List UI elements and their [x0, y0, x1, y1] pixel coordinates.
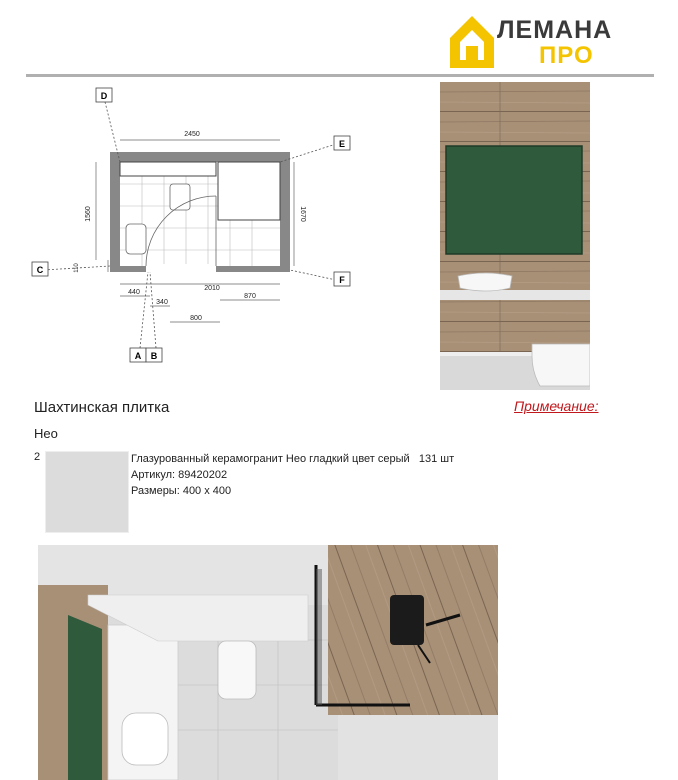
floor-plan	[26, 84, 366, 374]
render-black-basin	[390, 595, 424, 645]
tile-swatch	[45, 451, 129, 533]
tile-item-article: Артикул: 89420202	[131, 469, 228, 481]
tile-item-index: 2	[34, 451, 41, 463]
header-divider	[26, 74, 654, 77]
marker-d: D	[100, 91, 108, 101]
dim-left-offset: 440	[128, 289, 140, 296]
brand-name-line1: ЛЕМАНА	[497, 16, 613, 44]
dim-door-width: 800	[190, 315, 202, 322]
dim-height-left: 1560	[85, 206, 92, 222]
tile-item-description	[131, 451, 454, 499]
plan-shower	[218, 162, 280, 220]
plan-cabinet	[120, 162, 216, 176]
dim-door-offset: 340	[156, 299, 168, 306]
render-sink	[122, 713, 168, 765]
dim-small-left: 110	[74, 263, 80, 273]
marker-e: E	[338, 139, 346, 149]
room-render	[38, 545, 498, 780]
render-countertop	[440, 290, 590, 300]
tile-item-name: Глазурованный керамогранит Нео гладкий цвет серый	[131, 453, 410, 465]
render-basin	[458, 273, 512, 291]
dim-right-seg: 870	[244, 293, 256, 300]
render-toilet	[532, 344, 590, 386]
plan-door-opening	[146, 264, 216, 272]
tile-series: Нео	[34, 426, 58, 441]
tile-item-qty: 131 шт	[418, 453, 455, 465]
marker-b: B	[150, 351, 158, 361]
render-toilet	[218, 641, 256, 699]
marker-a: A	[134, 351, 142, 361]
tile-collection-title: Шахтинская плитка	[34, 399, 170, 416]
note-label: Примечание:	[514, 398, 599, 414]
dim-bottom-total: 2010	[204, 285, 220, 292]
marker-c: C	[36, 265, 44, 275]
plan-sink	[126, 224, 146, 254]
brand-name-line2: ПРО	[539, 42, 594, 69]
render-mirror	[446, 146, 582, 254]
dim-height-right: 1670	[299, 206, 306, 222]
render-green-panel	[68, 615, 102, 780]
tile-item-size: Размеры: 400 х 400	[131, 485, 232, 497]
wall-render	[440, 82, 590, 390]
dim-width-top: 2450	[184, 131, 200, 138]
marker-f: F	[339, 275, 345, 285]
